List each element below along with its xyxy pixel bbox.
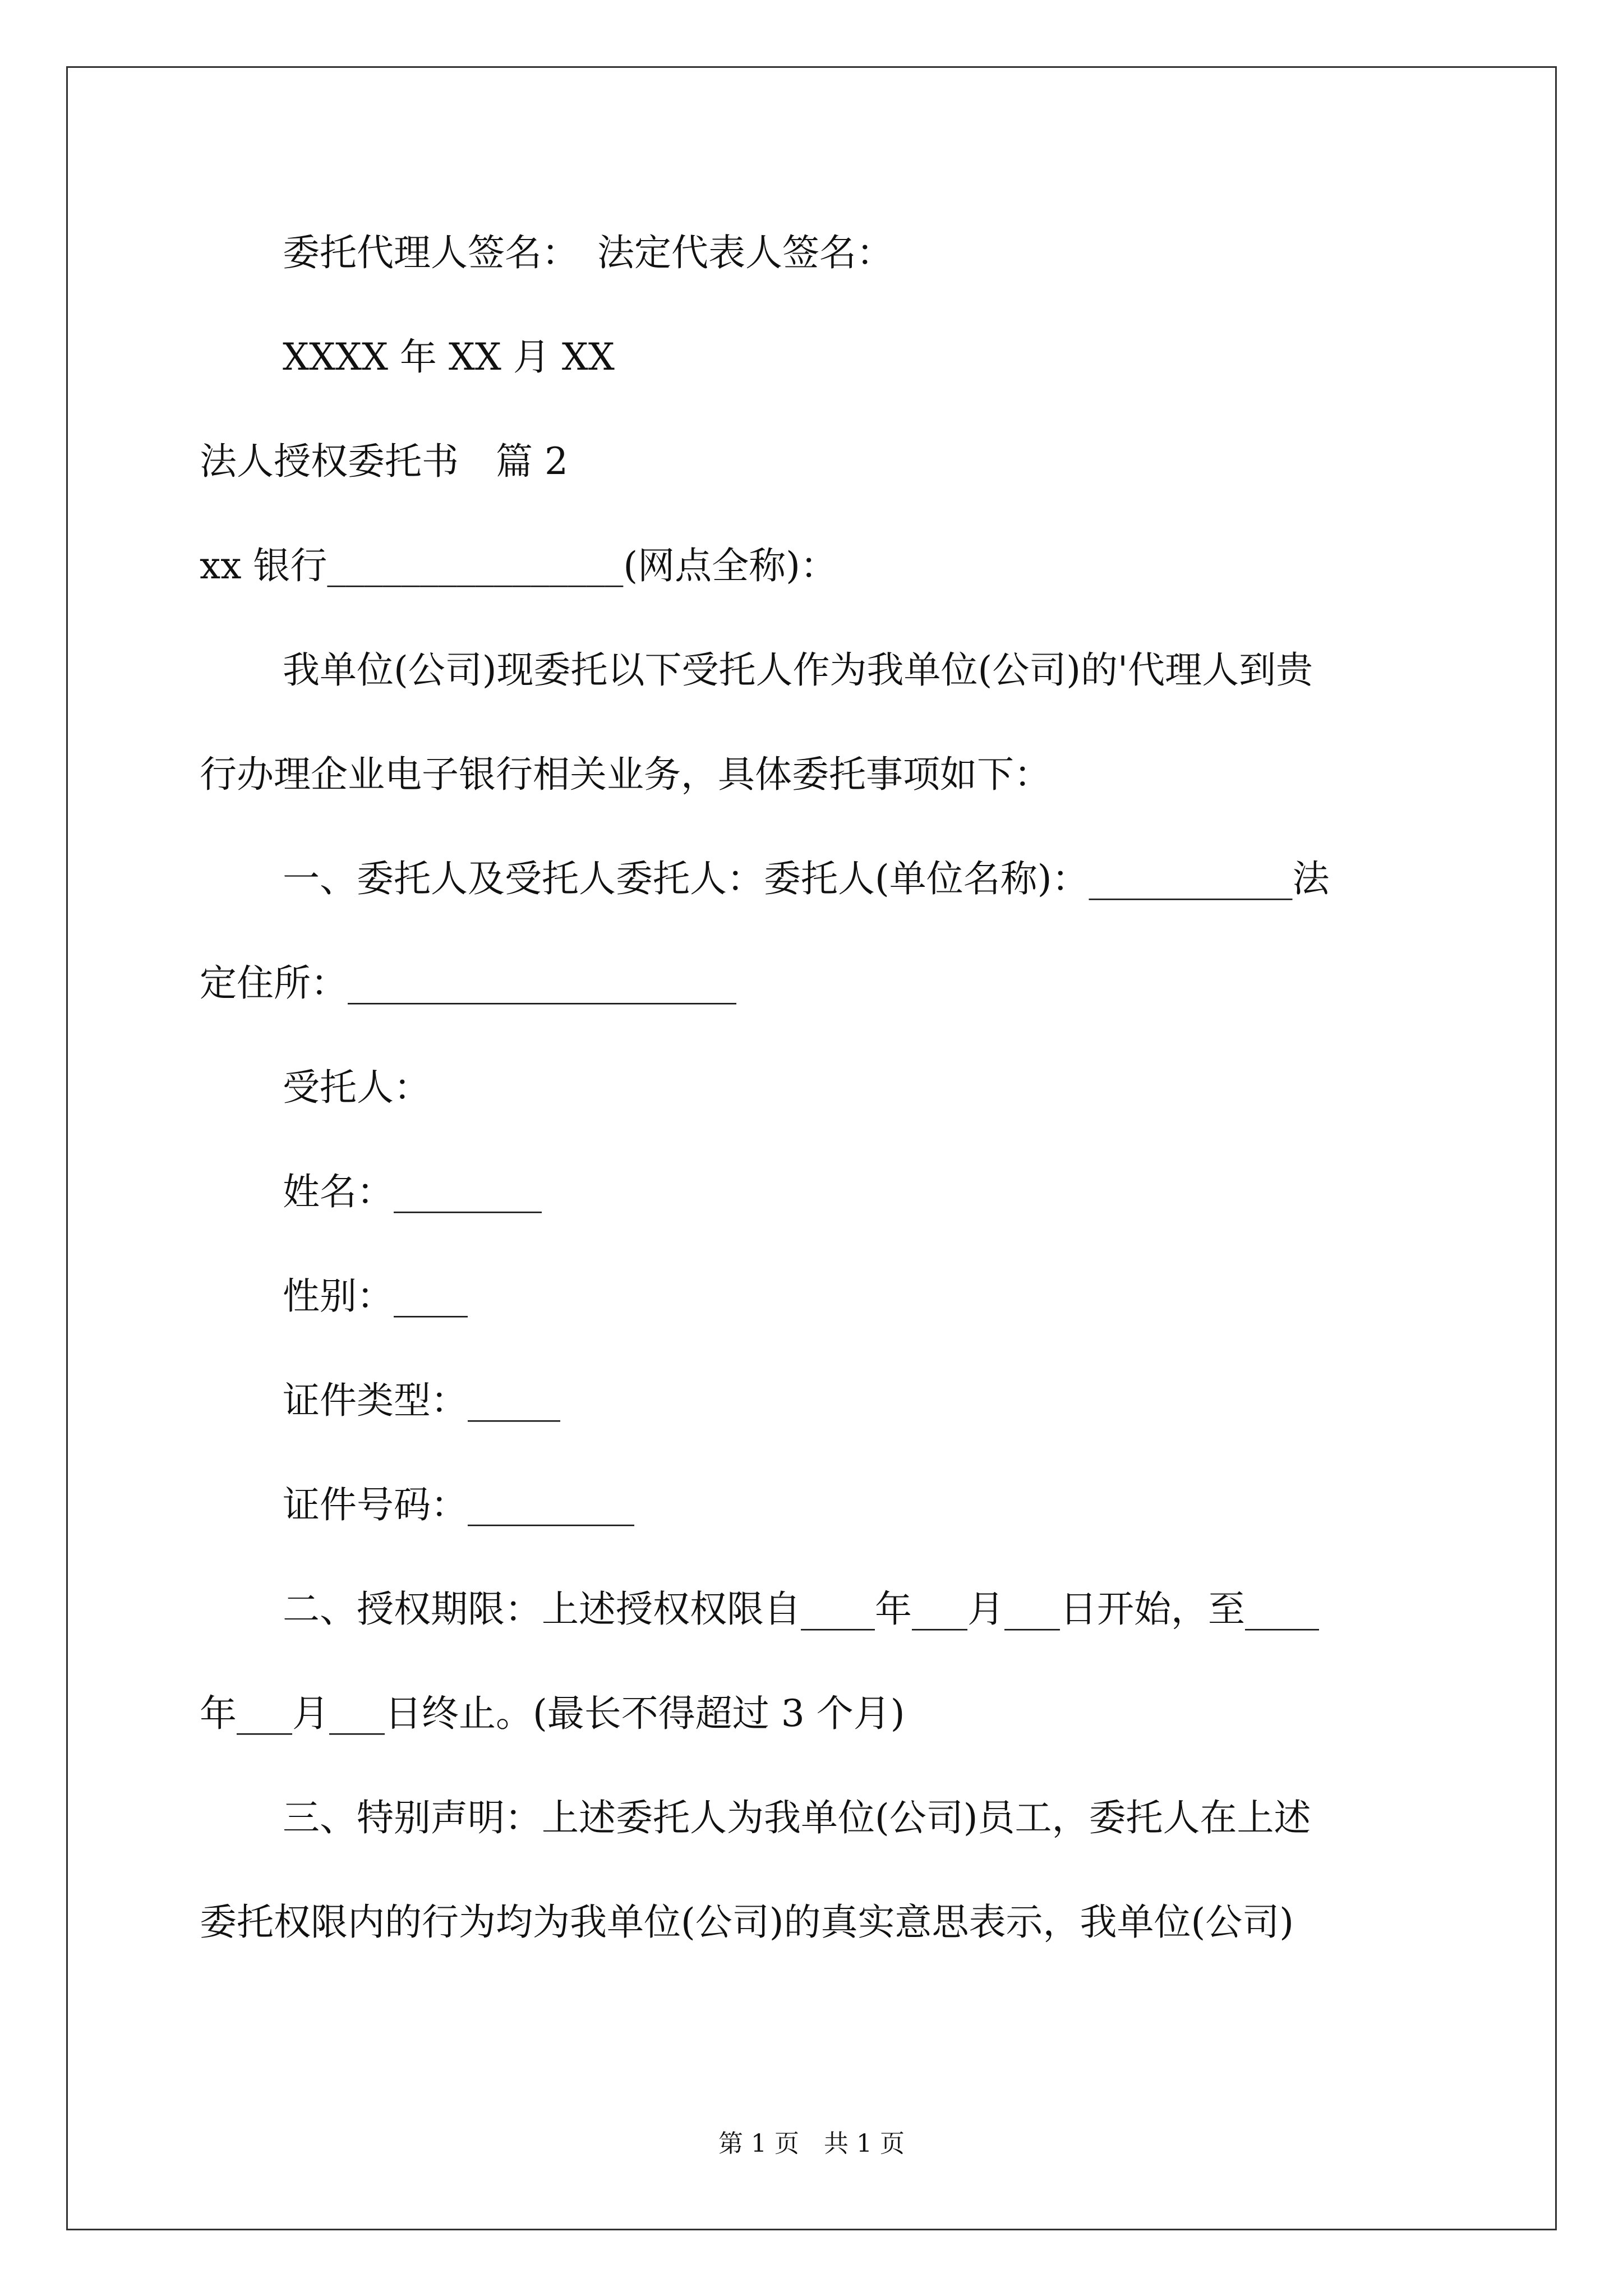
clause-two-line-1: 二、授权期限：上述授权权限自____年___月___日开始，至____ xyxy=(283,1588,1319,1631)
signature-line: 委托代理人签名： 法定代表人签名： xyxy=(283,231,893,274)
clause-one-line-1: 一、委托人及受托人委托人：委托人(单位名称)：___________法 xyxy=(283,857,1330,900)
clause-three-line-2: 委托权限内的行为均为我单位(公司)的真实意思表示，我单位(公司) xyxy=(200,1901,1294,1944)
clause-one-line-2: 定住所：_____________________ xyxy=(200,961,736,1005)
section-heading: 法人授权委托书 篇 2 xyxy=(200,440,568,483)
addressee-line: xx 银行________________(网点全称)： xyxy=(200,544,837,587)
page-number-footer: 第 1 页 共 1 页 xyxy=(718,2129,905,2158)
date-line: XXXX 年 XX 月 XX xyxy=(283,335,615,379)
field-id-type: 证件类型：_____ xyxy=(283,1379,560,1422)
field-name: 姓名：________ xyxy=(283,1170,542,1213)
paragraph-intro-line-1: 我单位(公司)现委托以下受托人作为我单位(公司)的'代理人到贵 xyxy=(283,648,1313,692)
clause-three-line-1: 三、特别声明：上述委托人为我单位(公司)员工，委托人在上述 xyxy=(283,1796,1311,1839)
field-id-number: 证件号码：_________ xyxy=(283,1483,634,1526)
clause-two-line-2: 年___月___日终止。(最长不得超过 3 个月) xyxy=(200,1692,905,1735)
trustee-label: 受托人： xyxy=(283,1066,431,1109)
field-gender: 性别：____ xyxy=(283,1274,468,1318)
paragraph-intro-line-2: 行办理企业电子银行相关业务，具体委托事项如下： xyxy=(200,753,1051,796)
